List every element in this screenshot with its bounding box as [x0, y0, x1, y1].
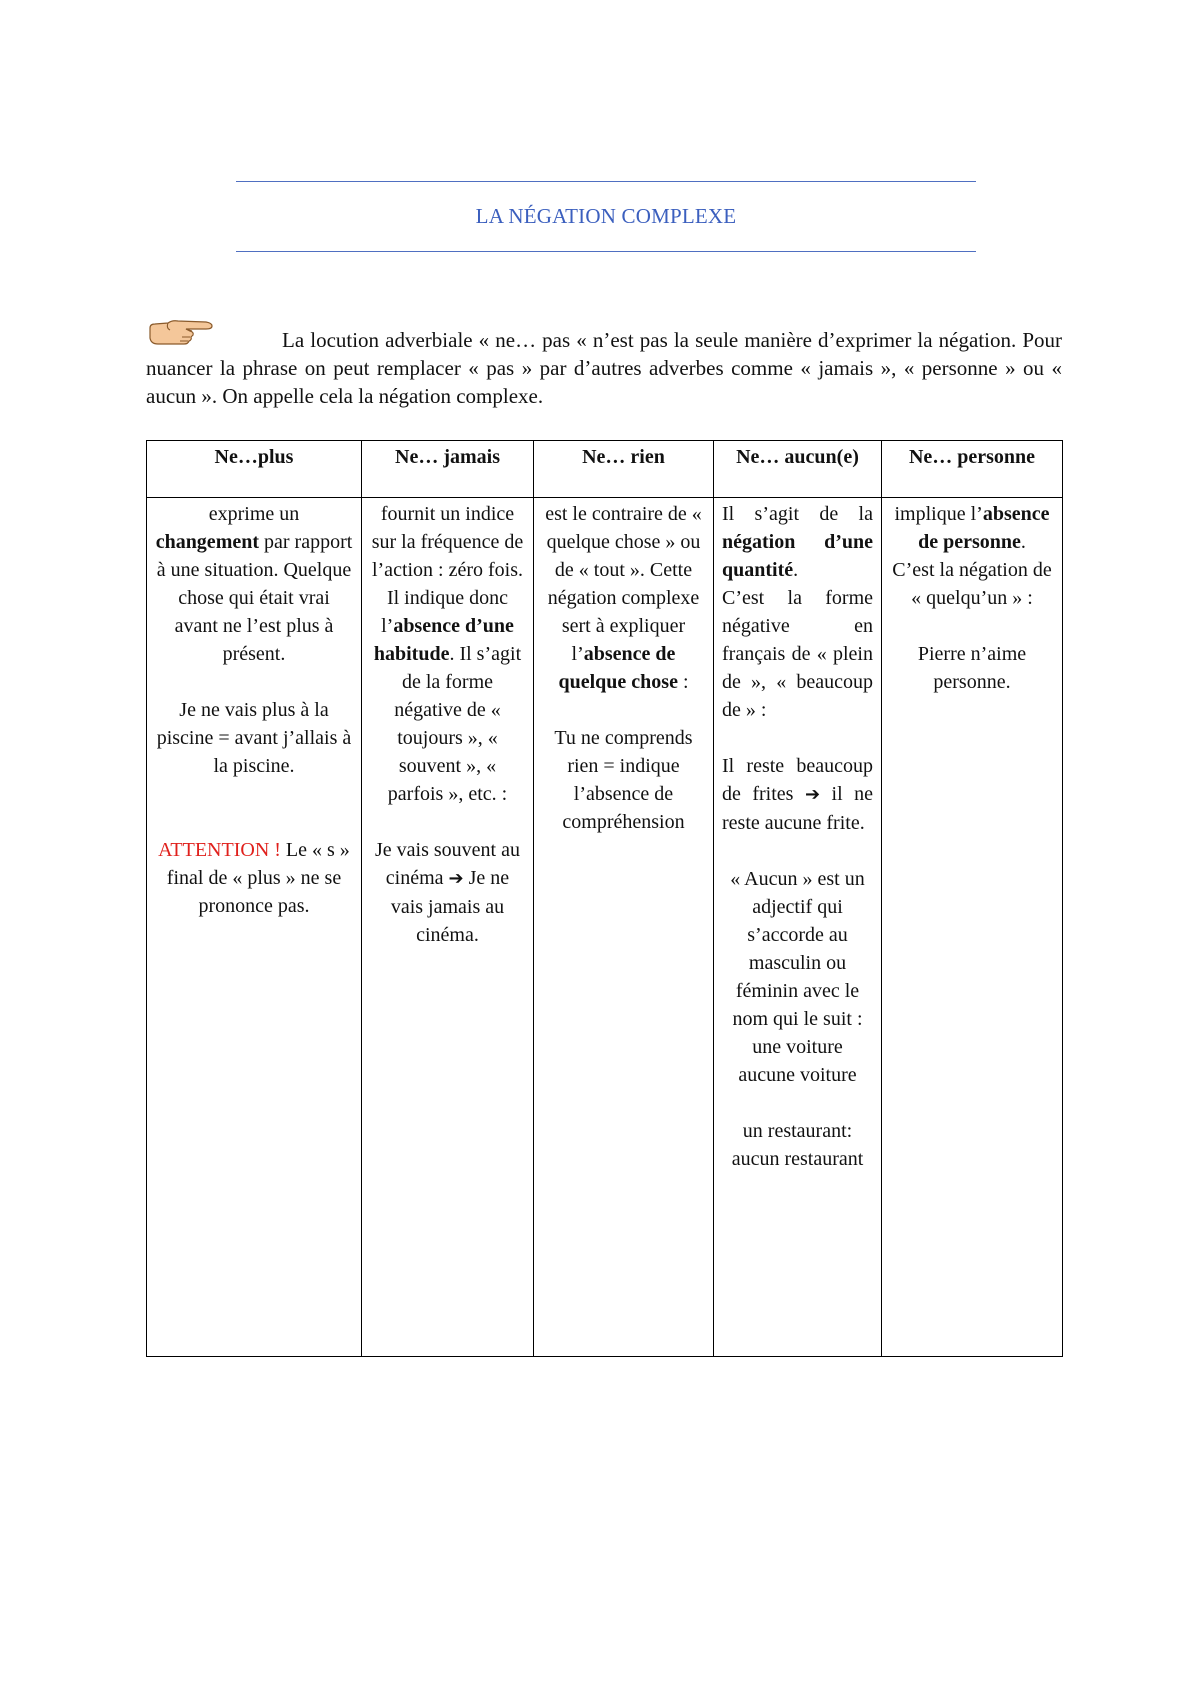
- aucun-example-3: un restaurant:: [742, 1120, 853, 1142]
- page-title: LA NÉGATION COMPLEXE: [475, 204, 737, 228]
- personne-example: Pierre n’aime personne.: [917, 643, 1027, 693]
- cell-ne-personne: [882, 498, 1063, 1357]
- plus-example: Je ne vais plus à la piscine = avant j’allais à la piscine.: [156, 699, 352, 777]
- table-row: [147, 498, 1063, 1357]
- table-header-row: [147, 441, 1063, 498]
- personne-definition: implique l’absence de personne.: [894, 503, 1050, 553]
- cell-ne-rien: [534, 498, 714, 1357]
- aucun-form: C’est la forme négative en français de « plein de », « beaucoup de » :: [722, 587, 873, 721]
- aucun-example-2: aucune voiture: [738, 1064, 857, 1086]
- arrow-icon: ➔: [804, 784, 821, 805]
- title-rule-bottom: [236, 251, 976, 252]
- title-rule-top: [236, 181, 976, 182]
- cell-ne-jamais: [362, 498, 534, 1357]
- jamais-example: Je vais souvent au cinéma ➔ Je ne vais jamais au cinéma.: [375, 839, 520, 946]
- aucun-example-4: aucun restaurant: [731, 1148, 864, 1170]
- aucun-example-1: une voiture: [752, 1036, 843, 1058]
- rien-example: Tu ne comprends rien = indique l’absence de compréhension: [554, 727, 693, 833]
- aucun-definition: Il s’agit de la négation d’une quantité.: [722, 503, 873, 581]
- personne-form: C’est la négation de « quelqu’un » :: [892, 559, 1052, 609]
- aucun-note: « Aucun » est un adjectif qui s’accorde au masculin ou féminin avec le nom qui le suit :: [730, 868, 865, 1030]
- intro-paragraph: La locution adverbiale « ne… pas « n’est pas la seule manière d’exprimer la négation. Pour nuancer la phrase on peut remplacer « pas » par d’autres adverbes comme « jamais », « personne » ou « aucun ». On appelle cela la négation complexe.: [146, 328, 1062, 408]
- header-ne-personne: Ne… personne: [882, 441, 1063, 498]
- cell-ne-aucun: [714, 498, 882, 1357]
- header-ne-rien: Ne… rien: [534, 441, 714, 498]
- plus-attention: ATTENTION ! Le « s » final de « plus » ne se prononce pas.: [158, 839, 350, 917]
- header-ne-plus: Ne…plus: [147, 441, 362, 498]
- aucun-example: Il reste beaucoup de frites ➔ il ne reste aucune frite.: [722, 755, 873, 834]
- arrow-icon: ➔: [448, 868, 464, 889]
- rien-definition: est le contraire de « quelque chose » ou de « tout ». Cette négation complexe sert à expliquer l’absence de quelque chose :: [545, 503, 702, 693]
- plus-definition: exprime un changement par rapport à une situation. Quelque chose qui était vrai avant ne l’est plus à présent.: [155, 503, 353, 665]
- negation-table: [146, 440, 1063, 1357]
- cell-ne-plus: [147, 498, 362, 1357]
- header-ne-jamais: Ne… jamais: [362, 441, 534, 498]
- header-ne-aucun: Ne… aucun(e): [714, 441, 882, 498]
- jamais-definition: fournit un indice sur la fréquence de l’action : zéro fois. Il indique donc l’absence d’une habitude. Il s’agit de la forme négative de « toujours », « souvent », « parfois », etc. :: [371, 503, 524, 805]
